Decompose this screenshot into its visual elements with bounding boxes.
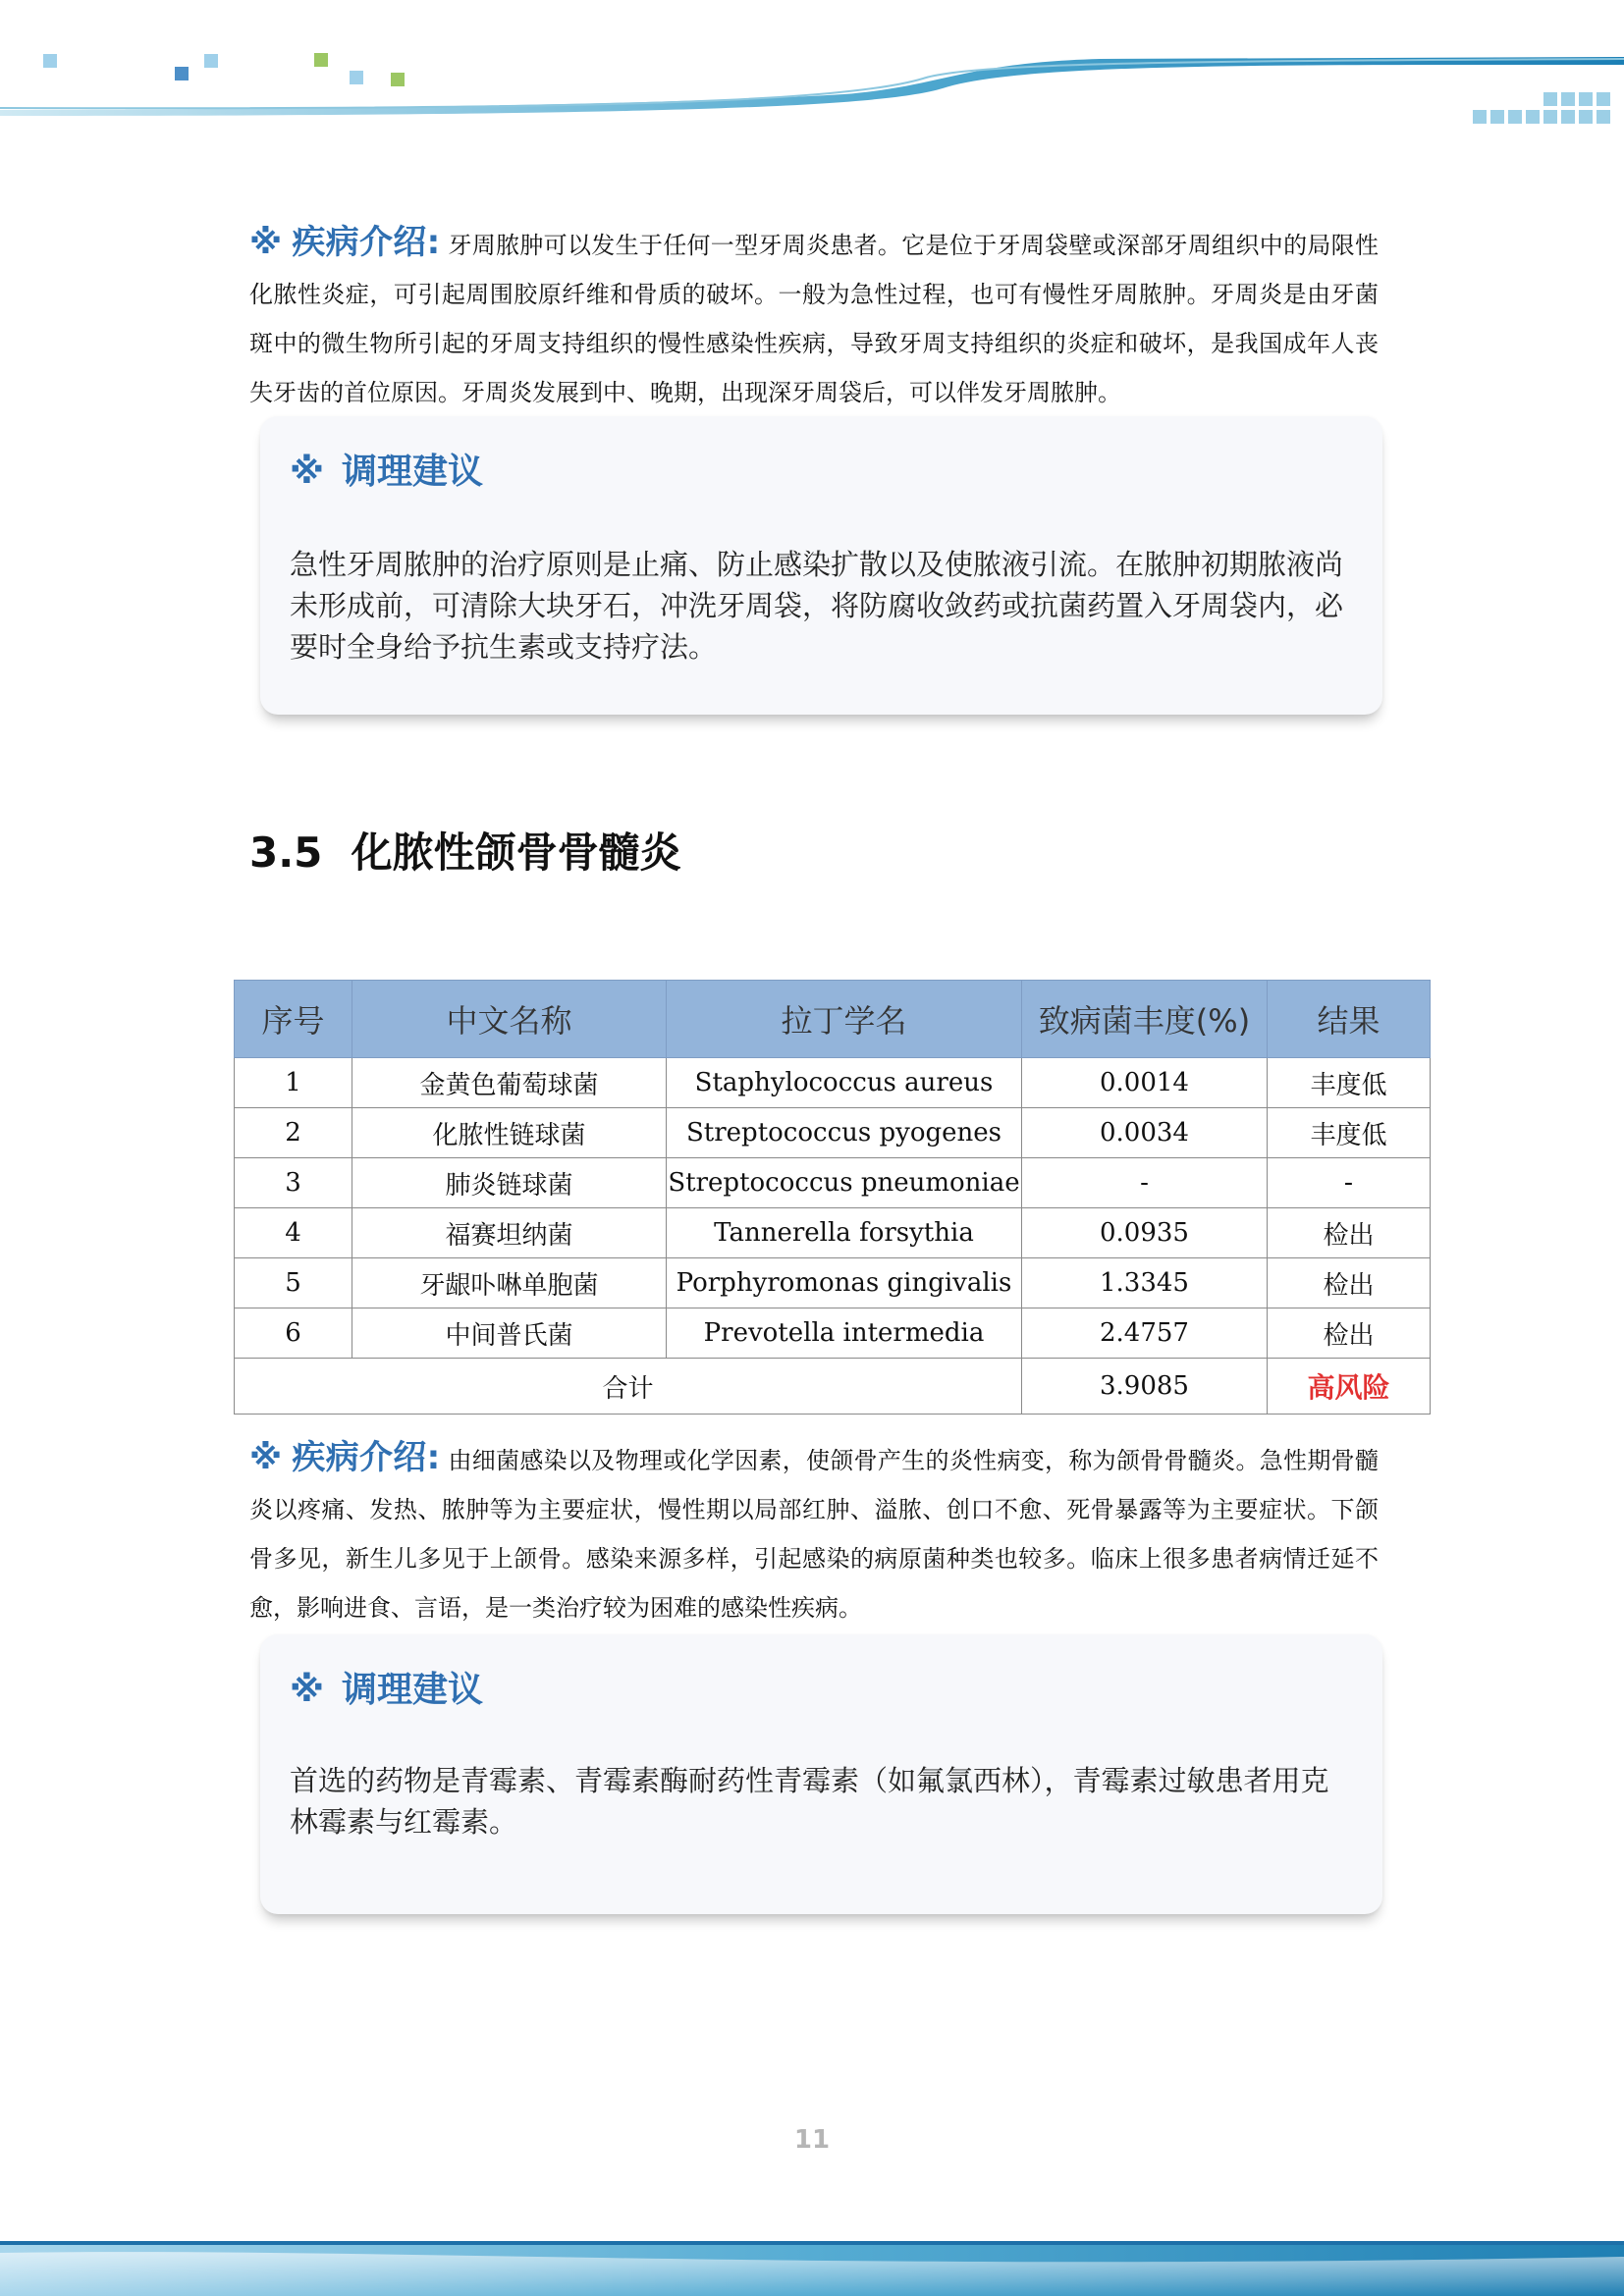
cell-result: 检出 (1268, 1308, 1431, 1359)
cell-cn-name: 化脓性链球菌 (352, 1108, 667, 1158)
table-total-row (235, 1359, 1431, 1415)
advice-title-text: 调理建议 (342, 1670, 484, 1710)
cell-abundance: 0.0935 (1022, 1208, 1268, 1258)
cell-no: 3 (235, 1158, 352, 1208)
header-result: 结果 (1268, 981, 1431, 1058)
cell-abundance: 0.0014 (1022, 1058, 1268, 1108)
cell-total-abundance: 3.9085 (1022, 1359, 1268, 1415)
cell-no: 6 (235, 1308, 352, 1359)
cell-no: 4 (235, 1208, 352, 1258)
cell-result: - (1268, 1158, 1431, 1208)
table-row (235, 1208, 1431, 1258)
cell-result: 检出 (1268, 1258, 1431, 1308)
advice-text: 急性牙周脓肿的治疗原则是止痛、防止感染扩散以及使脓液引流。在脓肿初期脓液尚未形成前，可清除大块牙石，冲洗牙周袋，将防腐收敛药或抗菌药置入牙周袋内，必要时全身给予抗生素或支持疗法。 (290, 548, 1344, 664)
advice-text: 首选的药物是青霉素、青霉素酶耐药性青霉素（如氟氯西林），青霉素过敏患者用克林霉素与红霉素。 (290, 1764, 1329, 1839)
table-row (235, 1158, 1431, 1208)
header-abundance: 致病菌丰度(%) (1022, 981, 1268, 1058)
cell-latin-name: Staphylococcus aureus (667, 1058, 1022, 1108)
table-row (235, 1108, 1431, 1158)
header-decoration (0, 0, 1624, 137)
reference-mark-icon: ※ (290, 452, 324, 492)
cell-abundance: 2.4757 (1022, 1308, 1268, 1359)
cell-no: 2 (235, 1108, 352, 1158)
disease-intro-periodontal-abscess (249, 218, 1379, 417)
cell-abundance: - (1022, 1158, 1268, 1208)
cell-latin-name: Tannerella forsythia (667, 1208, 1022, 1258)
cell-abundance: 1.3345 (1022, 1258, 1268, 1308)
cell-result: 丰度低 (1268, 1058, 1431, 1108)
advice-card-1 (260, 416, 1382, 715)
table-row (235, 1258, 1431, 1308)
reference-mark-icon: ※ (249, 223, 283, 262)
advice-title (290, 1662, 483, 1712)
intro-label: 疾病介绍: (292, 223, 441, 262)
cell-latin-name: Streptococcus pneumoniae (667, 1158, 1022, 1208)
cell-result: 丰度低 (1268, 1108, 1431, 1158)
intro-text: 由细菌感染以及物理或化学因素，使颌骨产生的炎性病变，称为颌骨骨髓炎。急性期骨髓炎以疼痛、发热、脓肿等为主要症状，慢性期以局部红肿、溢脓、创口不愈、死骨暴露等为主要症状。下颌骨多见，新生儿多见于上颌骨。感染来源多样，引起感染的病原菌种类也较多。临床上很多患者病情迁延不愈，影响进食、言语，是一类治疗较为困难的感染性疾病。 (249, 1447, 1379, 1622)
cell-cn-name: 牙龈卟啉单胞菌 (352, 1258, 667, 1308)
header-latin-name: 拉丁学名 (667, 981, 1022, 1058)
cell-latin-name: Porphyromonas gingivalis (667, 1258, 1022, 1308)
cell-cn-name: 肺炎链球菌 (352, 1158, 667, 1208)
cell-cn-name: 福赛坦纳菌 (352, 1208, 667, 1258)
section-heading: 3.5 化脓性颌骨骨髓炎 (249, 828, 681, 877)
disease-intro-osteomyelitis (249, 1433, 1379, 1632)
cell-abundance: 0.0034 (1022, 1108, 1268, 1158)
cell-cn-name: 金黄色葡萄球菌 (352, 1058, 667, 1108)
page-number: 11 (793, 2125, 831, 2155)
reference-mark-icon: ※ (290, 1670, 324, 1710)
header-no: 序号 (235, 981, 352, 1058)
footer-decoration (0, 2214, 1624, 2296)
intro-text: 牙周脓肿可以发生于任何一型牙周炎患者。它是位于牙周袋壁或深部牙周组织中的局限性化脓性炎症，可引起周围胶原纤维和骨质的破坏。一般为急性过程，也可有慢性牙周脓肿。牙周炎是由牙菌斑中的微生物所引起的牙周支持组织的慢性感染性疾病，导致牙周支持组织的炎症和破坏，是我国成年人丧失牙齿的首位原因。牙周炎发展到中、晚期，出现深牙周袋后，可以伴发牙周脓肿。 (249, 232, 1379, 406)
intro-label: 疾病介绍: (292, 1438, 441, 1477)
reference-mark-icon: ※ (249, 1438, 283, 1477)
cell-cn-name: 中间普氏菌 (352, 1308, 667, 1359)
advice-title-text: 调理建议 (342, 452, 484, 492)
cell-latin-name: Streptococcus pyogenes (667, 1108, 1022, 1158)
header-cn-name: 中文名称 (352, 981, 667, 1058)
cell-result: 检出 (1268, 1208, 1431, 1258)
cell-latin-name: Prevotella intermedia (667, 1308, 1022, 1359)
cell-no: 1 (235, 1058, 352, 1108)
cell-total-result: 高风险 (1268, 1359, 1431, 1415)
table-row (235, 1308, 1431, 1359)
pathogen-table (234, 980, 1431, 1415)
table-header-row (235, 981, 1431, 1058)
table-row (235, 1058, 1431, 1108)
cell-no: 5 (235, 1258, 352, 1308)
cell-total-label: 合计 (235, 1359, 1022, 1415)
advice-card-2 (260, 1634, 1382, 1914)
advice-title (290, 444, 483, 494)
